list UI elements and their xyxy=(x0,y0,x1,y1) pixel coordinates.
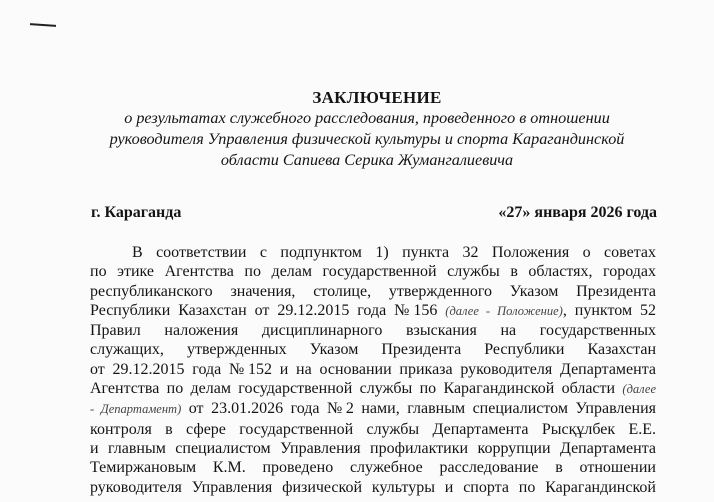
body-text: В соответствии с подпунктом 1) пункта 32 Положения о советах xyxy=(132,244,656,261)
pen-mark xyxy=(30,23,56,27)
body-line xyxy=(90,243,656,262)
subtitle-line: области Сапиева Серика Жумангалиевича xyxy=(220,151,514,169)
body-text: по этике Агентства по делам государственной службы в областях, городах xyxy=(90,263,656,281)
body-text: , пунктом 52 xyxy=(562,301,657,319)
body-text: служащих, утвержденных Указом Президента Республики Казахстан xyxy=(90,341,656,359)
body-line xyxy=(90,458,656,477)
body-text: и главным специалистом Управления профилактики коррупции Департамента xyxy=(90,439,656,457)
inline-note: (далее xyxy=(622,382,656,397)
body-text: Агентства по делам государственной службы по Карагандинской области xyxy=(90,380,623,398)
subtitle-line: о результатах служебного расследования, проведенного в отношении xyxy=(124,109,610,127)
body-line xyxy=(90,439,656,458)
body-line xyxy=(90,321,656,340)
body-line xyxy=(90,301,656,321)
document-date: «27» января 2026 года xyxy=(498,204,657,221)
body-text: от 23.01.2026 года №2 нами, главным специалистом Управления xyxy=(181,400,656,418)
place: г. Караганда xyxy=(91,204,182,221)
body-line xyxy=(90,360,656,379)
inline-note: - Департамент) xyxy=(90,402,182,417)
body-paragraph xyxy=(90,243,656,497)
place-date-row xyxy=(91,204,657,222)
inline-note: (далее - Положение) xyxy=(445,303,563,318)
body-text: контроля в сфере государственной службы Департамента Рысқұлбек Е.Е. xyxy=(90,420,656,438)
body-line xyxy=(90,379,656,399)
body-text: Темиржановым К.М. проведено служебное расследование в отношении xyxy=(90,459,656,477)
body-text: республиканского значения, столице, утвержденного Указом Президента xyxy=(90,282,656,300)
document-title: ЗАКЛЮЧЕНИЕ xyxy=(312,88,442,107)
body-line xyxy=(90,340,656,359)
body-text: руководителя Управления физической культуры и спорта по Карагандинской xyxy=(90,478,656,496)
body-text: от 29.12.2015 года №152 и на основании приказа руководителя Департамента xyxy=(90,360,656,378)
body-line xyxy=(90,420,656,439)
body-line xyxy=(90,478,656,497)
body-text: Правил наложения дисциплинарного взыскания на государственных xyxy=(90,322,656,340)
body-line xyxy=(90,282,656,301)
document-subtitle xyxy=(60,108,674,171)
body-line xyxy=(90,399,656,419)
subtitle-line: руководителя Управления физической культуры и спорта Карагандинской xyxy=(109,130,625,148)
body-text: Республики Казахстан от 29.12.2015 года №156 xyxy=(90,301,446,319)
body-line xyxy=(90,262,656,281)
